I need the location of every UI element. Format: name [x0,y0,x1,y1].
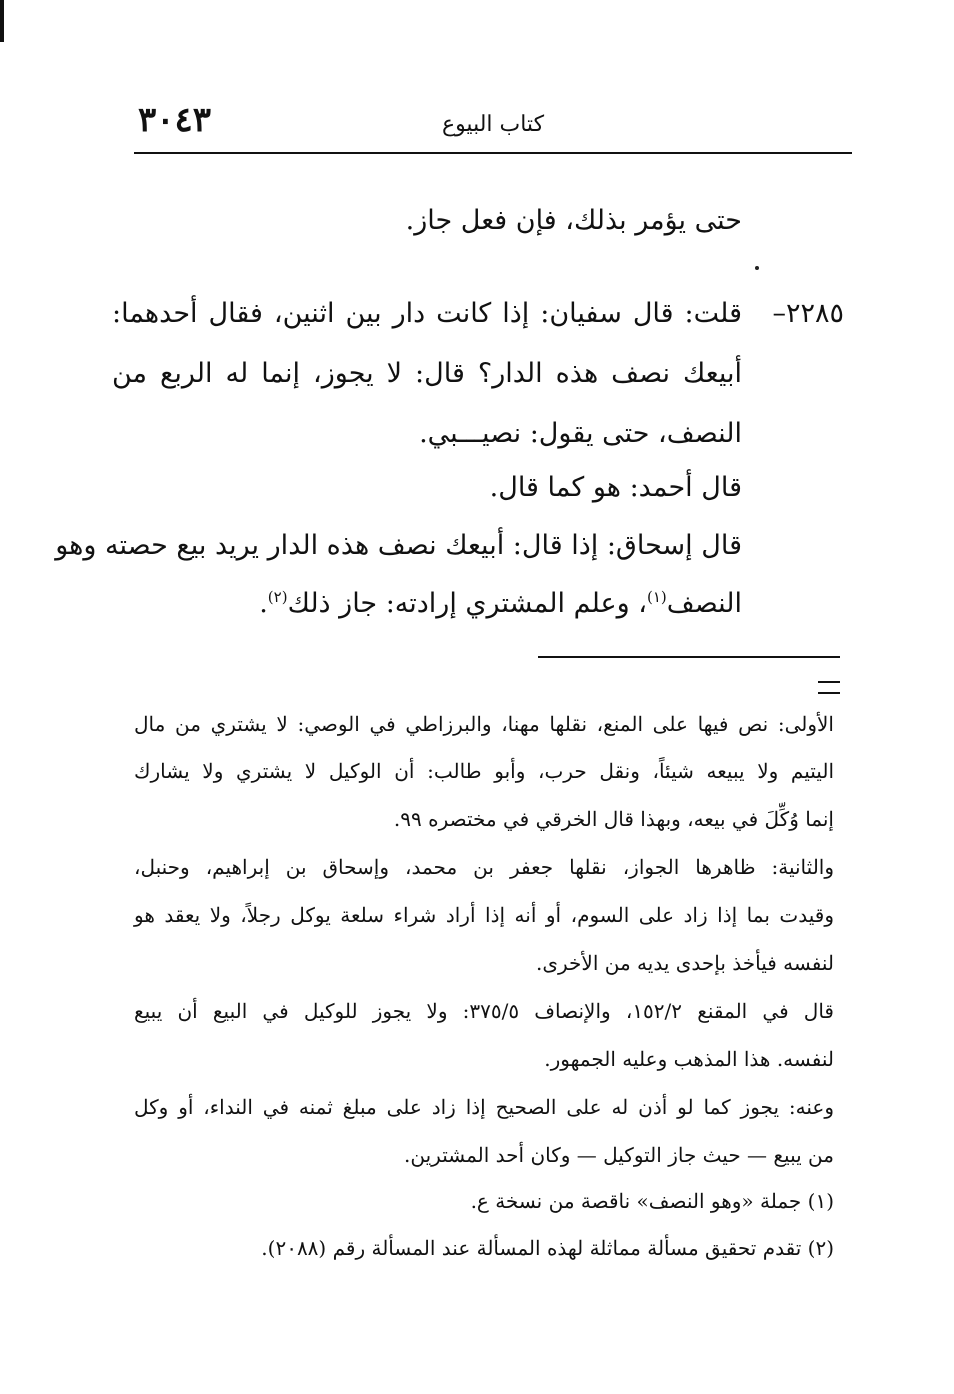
footnote-continued-line-3: إنما وُكِّلَ في بيعه، وبهذا قال الخرقي في مختصره ٩٩. [393,807,834,831]
ishaq-line-2-end: . [259,588,268,619]
footnote-marker-2: (٢) [267,588,288,606]
footnote-continued-line-4: والثانية: ظاهرها الجواز، نقلها جعفر بن محمد، وإسحاق بن إبراهيم، وحنبل، [134,855,834,879]
ishaq-line-2 [259,584,742,624]
footnote-continued-line-10: من يبيع — حيث جاز التوكيل — وكان أحد المشترين. [404,1143,834,1167]
issue-line-2: أبيعك نصف هذه الدار؟ قال: لا يجوز، إنما له الربع من [112,358,742,389]
continuation-line: حتى يؤمر بذلك، فإن فعل جاز. [405,205,742,236]
ishaq-line-2-part1: النصف [666,588,742,619]
continuation-mark [818,681,840,694]
running-title: كتاب البيوع [441,112,545,137]
issue-number: ٢٢٨٥– [772,298,844,329]
ahmad-line: قال أحمد: هو كما قال. [489,472,742,503]
footnote-separator [538,656,840,658]
footnote-continued-line-5: وقيدت بما إذا زاد على السوم، أو أنه إذا أراد شراء سلعة يوكل رجلاً، ولا يعقد هو [134,903,834,927]
footnote-continued-line-6: لنفسه فيأخذ بإحدى يديه من الأخرى. [536,951,834,975]
header-rule [134,152,852,154]
footnote-1: (١) جملة «وهو النصف» ناقصة من نسخة ع. [470,1189,834,1213]
page-edge-mark [0,0,4,42]
page-number: ٣٠٤٣ [138,100,212,140]
page-header [134,96,852,154]
issue-line-3: النصف، حتى يقول: نصيـــبي. [419,418,742,449]
ishaq-line-2-part2: ، وعلم المشتري إرادته: جاز ذلك [287,588,647,619]
footnote-continued-line-1: الأولى: نص فيها على المنع، نقلها مهنا، والبرزاطي في الوصي: لا يشتري من مال [134,712,834,736]
footnote-continued-line-9: وعنه: يجوز كما لو أذن له على الصحيح إذا زاد على مبلغ ثمنه في النداء، أو وكل [134,1095,834,1119]
footnote-marker-1: (١) [646,588,667,606]
footnote-continued-line-7: قال في المقنع ١٥٢/٢، والإنصاف ٣٧٥/٥: ولا يجوز للوكيل في البيع أن يبيع [134,999,834,1023]
footnote-continued-line-2: اليتيم ولا يبيعه شيئاً، ونقل حرب، وأبو طالب: أن الوكيل لا يشتري ولا يشارك [134,759,834,783]
stray-dot [755,266,759,270]
footnote-continued-line-8: لنفسه. هذا المذهب وعليه الجمهور. [544,1047,834,1071]
ishaq-line-1: قال إسحاق: إذا قال: أبيعك نصف هذه الدار يريد بيع حصته وهو [55,530,742,561]
footnote-2: (٢) تقدم تحقيق مسألة مماثلة لهذه المسألة عند المسألة رقم (٢٠٨٨). [261,1236,834,1260]
issue-line-1: قلت: قال سفيان: إذا كانت دار بين اثنين، فقال أحدهما: [112,298,742,329]
